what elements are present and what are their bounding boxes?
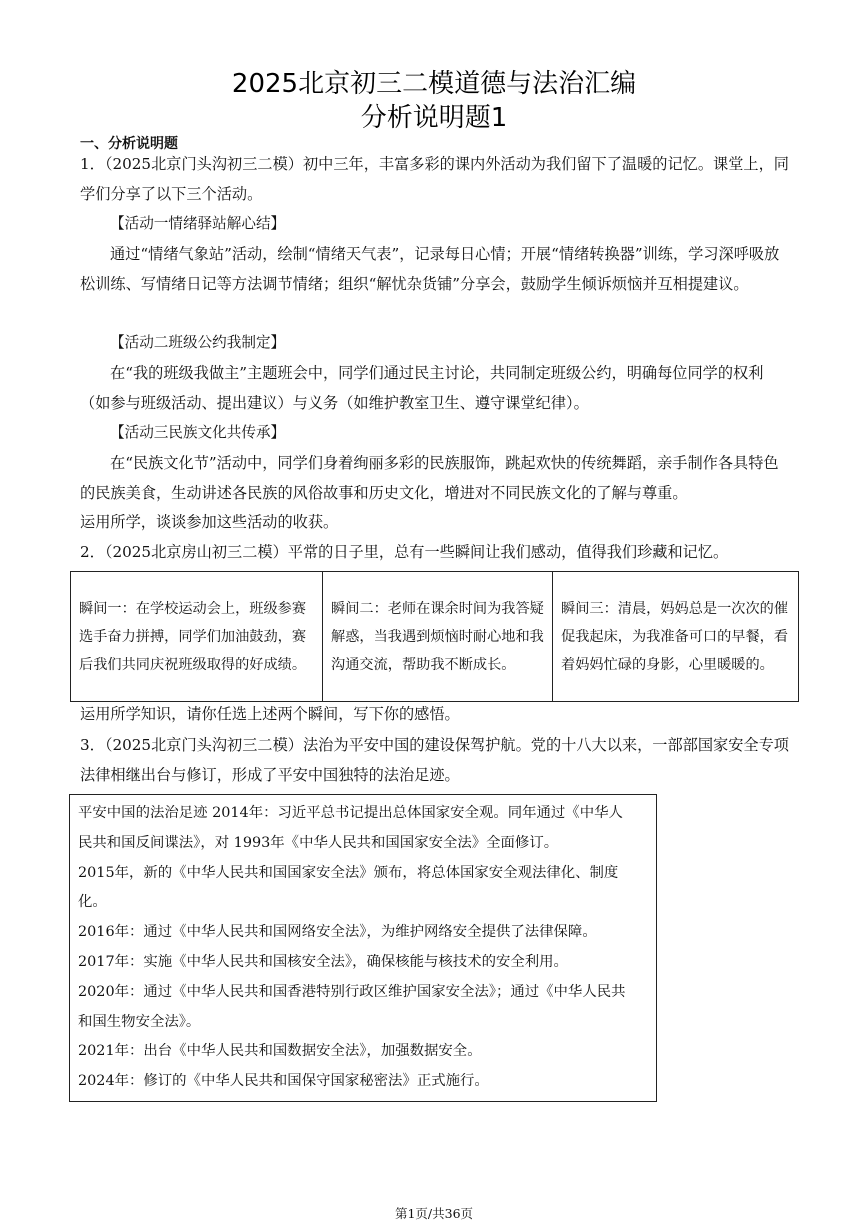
document-subtitle: 分析说明题1	[360, 103, 508, 133]
law-line: 民共和国反间谍法》，对 1993年《中华人民共和国国家安全法》全面修订。	[78, 834, 559, 851]
activity1-text: 通过“情绪气象站”活动，绘制“情绪天气表”，记录每日心情；开展“情绪转换器”训练，学习深呼吸放松训练、写情绪日记等方法调节情绪；组织“解忧杂货铺”分享会，鼓励学生倾诉烦恼并互相提建议。	[80, 245, 780, 293]
question2-prompt: 运用所学知识，请你任选上述两个瞬间，写下你的感悟。	[80, 705, 460, 723]
moment-cell-3: 瞬间三：清晨，妈妈总是一次次的催促我起床，为我准备可口的早餐，看着妈妈忙碌的身影，心里暖暖的。	[553, 572, 799, 702]
moment-cell-1: 瞬间一：在学校运动会上，班级参赛选手奋力拼搏，同学们加油鼓劲，赛后我们共同庆祝班级取得的好成绩。	[71, 572, 323, 702]
law-line: 2017年：实施《中华人民共和国核安全法》，确保核能与核技术的安全利用。	[78, 953, 568, 970]
activity3-text: 在“民族文化节”活动中，同学们身着绚丽多彩的民族服饰，跳起欢快的传统舞蹈，亲手制作各具特色的民族美食，生动讲述各民族的风俗故事和历史文化，增进对不同民族文化的了解与尊重。	[80, 454, 779, 502]
page-footer: 第1页/共36页	[394, 1206, 474, 1221]
question1-prompt: 运用所学，谈谈参加这些活动的收获。	[80, 513, 339, 531]
moments-row	[71, 572, 799, 702]
activity2-title: 【活动二班级公约我制定】	[110, 334, 286, 351]
law-line: 2020年：通过《中华人民共和国香港特别行政区维护国家安全法》；通过《中华人民共	[78, 983, 626, 1000]
moment-cell-2: 瞬间二：老师在课余时间为我答疑解惑，当我遇到烦恼时耐心地和我沟通交流，帮助我不断成长。	[323, 572, 553, 702]
law-line: 2024年：修订的《中华人民共和国保守国家秘密法》正式施行。	[78, 1073, 489, 1090]
law-line: 和国生物安全法》。	[78, 1013, 201, 1030]
law-line: 2021年：出台《中华人民共和国数据安全法》，加强数据安全。	[78, 1043, 482, 1060]
question3-intro-line2: 法律相继出台与修订，形成了平安中国独特的法治足迹。	[80, 766, 460, 784]
activity1-title: 【活动一情绪驿站解心结】	[110, 215, 286, 232]
law-timeline-box	[69, 794, 657, 1102]
activity2-text: 在“我的班级我做主”主题班会中，同学们通过民主讨论，共同制定班级公约，明确每位同学的权利（如参与班级活动、提出建议）与义务（如维护教室卫生、遵守课堂纪律）。	[80, 364, 764, 412]
law-line: 化。	[78, 894, 107, 911]
question1-intro-line2: 学们分享了以下三个活动。	[80, 185, 263, 203]
section-heading: 一、分析说明题	[80, 136, 178, 152]
question2-intro: 2．（2025北京房山初三二模）平常的日子里，总有一些瞬间让我们感动，值得我们珍藏和记忆。	[80, 543, 729, 561]
document-title: 2025北京初三二模道德与法治汇编	[231, 69, 637, 99]
activity3-title: 【活动三民族文化共传承】	[110, 424, 286, 441]
question1-intro-line1: 1．（2025北京门头沟初三二模）初中三年，丰富多彩的课内外活动为我们留下了温暖的记忆。课堂上，同	[80, 155, 789, 173]
law-line: 平安中国的法治足迹 2014年：习近平总书记提出总体国家安全观。同年通过《中华人	[78, 805, 623, 821]
question3-intro-line1: 3．（2025北京门头沟初三二模）法治为平安中国的建设保驾护航。党的十八大以来，一部部国家安全专项	[80, 736, 789, 754]
moments-table	[70, 571, 799, 702]
law-line: 2016年：通过《中华人民共和国网络安全法》，为维护网络安全提供了法律保障。	[78, 924, 597, 941]
law-line: 2015年，新的《中华人民共和国国家安全法》颁布，将总体国家安全观法律化、制度	[78, 864, 619, 881]
